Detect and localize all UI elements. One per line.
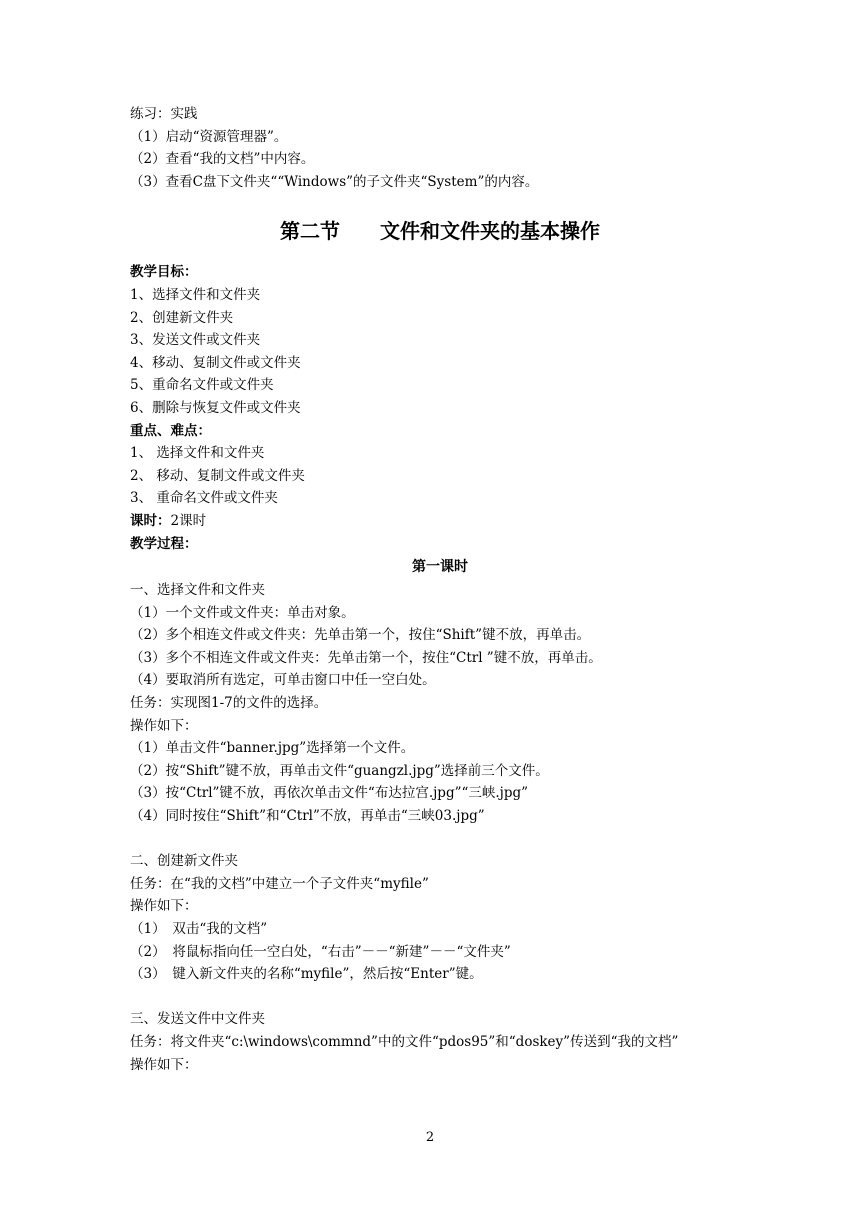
objectives-label: 教学目标： (130, 264, 198, 281)
objective-item: 3、发送文件或文件夹 (130, 332, 261, 349)
key-point-item: 3、 重命名文件或文件夹 (130, 490, 278, 507)
part2-task: 任务：在“我的文档”中建立一个子文件夹“myfile” (130, 875, 429, 892)
part1-task: 任务：实现图1-7的文件的选择。 (130, 695, 328, 712)
practice-item: （1）启动“资源管理器”。 (130, 128, 288, 145)
hours-label: 课时： (130, 512, 171, 529)
section-title: 第二节 文件和文件夹的基本操作 (280, 219, 600, 244)
document-page (130, 103, 750, 1076)
part3-title: 三、发送文件中文件夹 (130, 1011, 265, 1028)
lesson-title: 第一课时 (412, 559, 468, 576)
hours-value: 2课时 (170, 512, 207, 529)
objective-item: 2、创建新文件夹 (130, 309, 234, 326)
spacer (130, 828, 750, 851)
part1-step: （1）单击文件“banner.jpg”选择第一个文件。 (130, 740, 415, 757)
objective-item: 6、删除与恢复文件或文件夹 (130, 399, 301, 416)
part1-step: （4）同时按住“Shift”和“Ctrl”不放，再单击“三峡03.jpg” (130, 808, 485, 825)
part3-steps-label: 操作如下： (130, 1056, 198, 1073)
part1-steps-label: 操作如下： (130, 717, 198, 734)
practice-title: 练习：实践 (130, 106, 198, 122)
part1-item: （2）多个相连文件或文件夹：先单击第一个，按住“Shift”键不放，再单击。 (130, 627, 591, 644)
process-label: 教学过程： (130, 535, 198, 552)
page-number: 2 (425, 1130, 435, 1145)
spacer (130, 986, 750, 1009)
objective-item: 4、移动、复制文件或文件夹 (130, 354, 301, 371)
objective-item: 1、选择文件和文件夹 (130, 286, 261, 303)
part1-item: （4）要取消所有选定，可单击窗口中任一空白处。 (130, 672, 436, 689)
part1-title: 一、选择文件和文件夹 (130, 582, 265, 599)
part1-item: （3）多个不相连文件或文件夹：先单击第一个，按住“Ctrl ”键不放，再单击。 (130, 649, 602, 666)
part2-steps-label: 操作如下： (130, 898, 198, 915)
objective-item: 5、重命名文件或文件夹 (130, 377, 274, 394)
part2-step: （1） 双击“我的文档” (130, 921, 268, 937)
part2-title: 二、创建新文件夹 (130, 853, 238, 870)
part1-item: （1）一个文件或文件夹：单击对象。 (130, 604, 355, 621)
part3-task: 任务：将文件夹“c:\windows\commnd”中的文件“pdos95”和“doskey”传送到“我的文档” (130, 1033, 679, 1050)
key-points-label: 重点、难点： (130, 422, 211, 439)
key-point-item: 2、 移动、复制文件或文件夹 (130, 467, 305, 484)
hours-line (130, 510, 750, 533)
part1-step: （2）按“Shift”键不放，再单击文件“guangzl.jpg”选择前三个文件。 (130, 762, 549, 779)
part1-step: （3）按“Ctrl”键不放，再依次单击文件“布达拉宫.jpg”“三峡.jpg” (130, 785, 529, 802)
practice-item: （2）查看“我的文档”中内容。 (130, 151, 315, 168)
practice-item: （3）查看C盘下文件夹““Windows”的子文件夹“System”的内容。 (130, 173, 539, 190)
key-point-item: 1、 选择文件和文件夹 (130, 445, 265, 462)
part2-step: （3） 键入新文件夹的名称“myfile”，然后按“Enter”键。 (130, 966, 483, 983)
part2-step: （2） 将鼠标指向任一空白处，“右击”－－“新建”－－“文件夹” (130, 943, 511, 960)
